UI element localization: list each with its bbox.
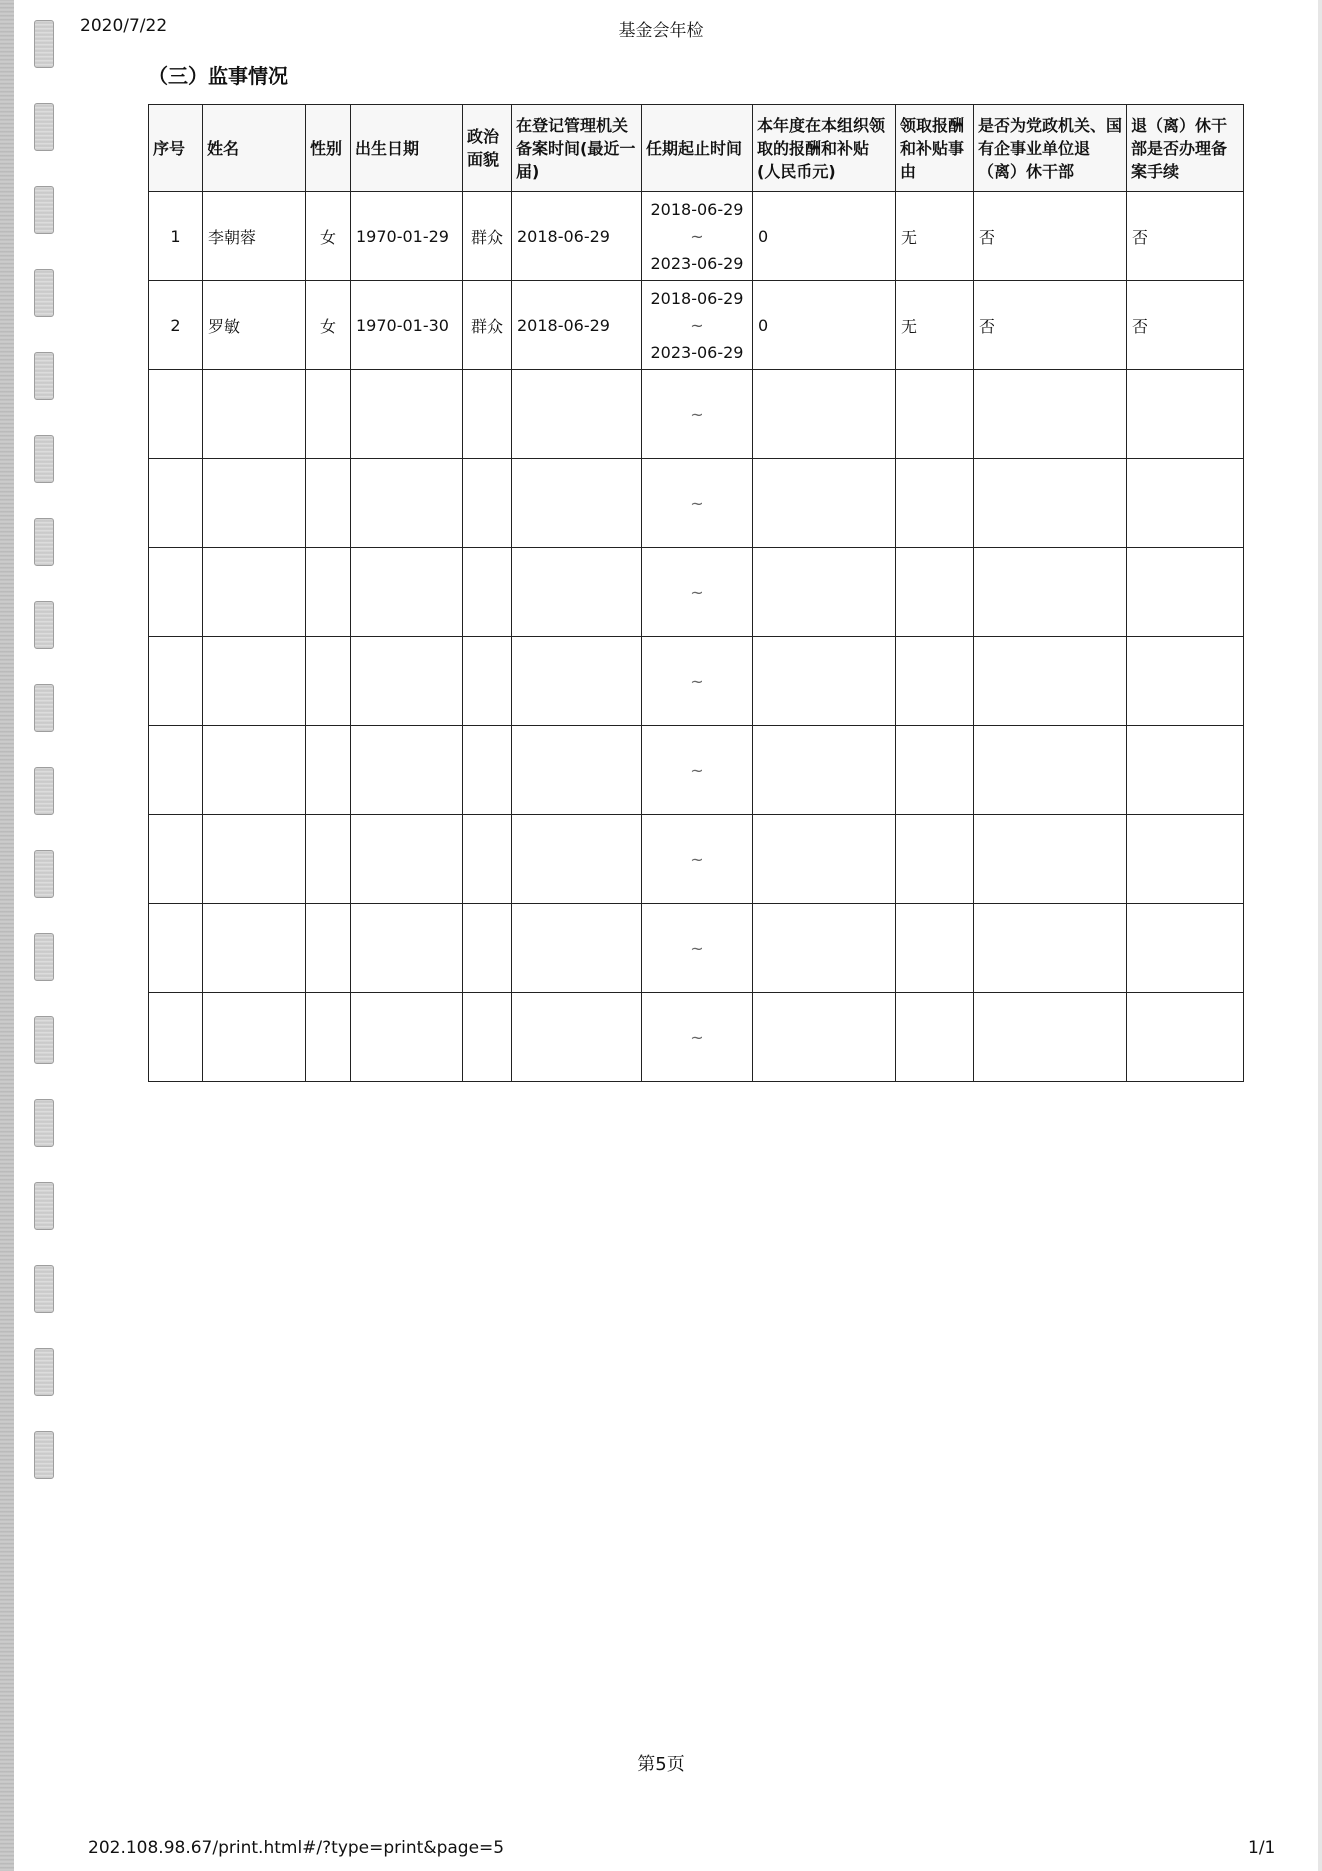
- empty-cell: [149, 993, 203, 1082]
- empty-cell: [642, 459, 753, 548]
- binding-hole: [34, 1016, 54, 1064]
- empty-cell: [642, 548, 753, 637]
- col-header-reason: 领取报酬和补贴事由: [896, 105, 974, 192]
- empty-cell: [642, 370, 753, 459]
- cell-filed: 2018-06-29: [512, 281, 642, 370]
- empty-cell: [306, 815, 351, 904]
- table-row: [149, 192, 1244, 281]
- empty-row: [149, 637, 1244, 726]
- empty-cell: [1127, 815, 1244, 904]
- empty-cell: [463, 904, 512, 993]
- empty-cell: [1127, 904, 1244, 993]
- col-header-political: 政治面貌: [463, 105, 512, 192]
- empty-cell: [974, 904, 1127, 993]
- empty-cell: [512, 904, 642, 993]
- term-end: 2023-06-29: [650, 342, 744, 362]
- empty-cell: [306, 726, 351, 815]
- binding-hole: [34, 1431, 54, 1479]
- empty-cell: [512, 637, 642, 726]
- term-separator: ~: [690, 671, 704, 691]
- term-separator: ~: [690, 849, 704, 869]
- empty-cell: [203, 726, 306, 815]
- col-header-retired: 是否为党政机关、国有企事业单位退（离）休干部: [974, 105, 1127, 192]
- empty-cell: [463, 637, 512, 726]
- empty-cell: [974, 815, 1127, 904]
- empty-rows: [149, 370, 1244, 1082]
- cell-political: 群众: [463, 281, 512, 370]
- binding-hole: [34, 352, 54, 400]
- empty-cell: [149, 637, 203, 726]
- empty-cell: [203, 993, 306, 1082]
- empty-cell: [753, 548, 896, 637]
- empty-cell: [642, 726, 753, 815]
- term-separator: ~: [690, 1027, 704, 1047]
- col-header-pay: 本年度在本组织领取的报酬和补贴(人民币元): [753, 105, 896, 192]
- cell-retired: 否: [974, 281, 1127, 370]
- page-number: 第5页: [637, 1754, 685, 1775]
- table-header-row: [149, 105, 1244, 192]
- empty-cell: [974, 370, 1127, 459]
- empty-cell: [306, 548, 351, 637]
- print-url: 202.108.98.67/print.html#/?type=print&page=5: [88, 1838, 505, 1858]
- print-header-title: 基金会年检: [618, 21, 704, 41]
- scan-left-strip: [0, 0, 14, 1871]
- binding-hole: [34, 684, 54, 732]
- binding-hole: [34, 933, 54, 981]
- empty-cell: [974, 637, 1127, 726]
- empty-cell: [642, 637, 753, 726]
- empty-cell: [896, 370, 974, 459]
- binding-hole: [34, 850, 54, 898]
- empty-row: [149, 459, 1244, 548]
- empty-cell: [306, 637, 351, 726]
- empty-cell: [896, 993, 974, 1082]
- empty-cell: [351, 993, 463, 1082]
- term-end: 2023-06-29: [650, 253, 744, 273]
- empty-cell: [974, 548, 1127, 637]
- empty-cell: [642, 993, 753, 1082]
- cell-gender: 女: [306, 192, 351, 281]
- empty-cell: [896, 815, 974, 904]
- cell-filing-done: 否: [1127, 281, 1244, 370]
- binding-hole: [34, 435, 54, 483]
- empty-cell: [512, 370, 642, 459]
- binding-hole: [34, 103, 54, 151]
- empty-cell: [351, 815, 463, 904]
- empty-cell: [149, 459, 203, 548]
- cell-retired: 否: [974, 192, 1127, 281]
- cell-birth: 1970-01-30: [351, 281, 463, 370]
- table-row: [149, 281, 1244, 370]
- cell-index: 1: [149, 192, 203, 281]
- empty-cell: [1127, 370, 1244, 459]
- empty-cell: [1127, 548, 1244, 637]
- empty-cell: [896, 548, 974, 637]
- empty-cell: [351, 637, 463, 726]
- empty-cell: [753, 637, 896, 726]
- empty-row: [149, 815, 1244, 904]
- empty-cell: [512, 459, 642, 548]
- empty-cell: [149, 548, 203, 637]
- term-separator: ~: [690, 760, 704, 780]
- cell-name: 罗敏: [203, 281, 306, 370]
- empty-cell: [974, 726, 1127, 815]
- binding-hole: [34, 1099, 54, 1147]
- section-title: （三）监事情况: [148, 64, 288, 88]
- empty-cell: [753, 726, 896, 815]
- empty-cell: [1127, 637, 1244, 726]
- empty-cell: [753, 459, 896, 548]
- binding-hole: [34, 186, 54, 234]
- empty-cell: [351, 726, 463, 815]
- empty-cell: [1127, 993, 1244, 1082]
- col-header-filed: 在登记管理机关备案时间(最近一届): [512, 105, 642, 192]
- cell-gender: 女: [306, 281, 351, 370]
- col-header-name: 姓名: [203, 105, 306, 192]
- empty-cell: [351, 370, 463, 459]
- empty-cell: [463, 548, 512, 637]
- supervisors-table: [148, 104, 1244, 1082]
- cell-index: 2: [149, 281, 203, 370]
- cell-political: 群众: [463, 192, 512, 281]
- binding-hole: [34, 1265, 54, 1313]
- cell-filed: 2018-06-29: [512, 192, 642, 281]
- binding-hole: [34, 767, 54, 815]
- empty-row: [149, 548, 1244, 637]
- binding-hole: [34, 269, 54, 317]
- term-separator: ~: [690, 404, 704, 424]
- empty-cell: [512, 548, 642, 637]
- empty-cell: [753, 993, 896, 1082]
- term-start: 2018-06-29: [650, 199, 744, 219]
- empty-cell: [974, 459, 1127, 548]
- empty-cell: [753, 815, 896, 904]
- binding-hole: [34, 1182, 54, 1230]
- print-date: 2020/7/22: [80, 16, 168, 36]
- empty-cell: [1127, 726, 1244, 815]
- empty-cell: [463, 459, 512, 548]
- empty-row: [149, 726, 1244, 815]
- binding-hole: [34, 601, 54, 649]
- empty-cell: [512, 993, 642, 1082]
- col-header-index: 序号: [149, 105, 203, 192]
- empty-cell: [896, 904, 974, 993]
- empty-cell: [512, 726, 642, 815]
- empty-cell: [753, 904, 896, 993]
- empty-row: [149, 904, 1244, 993]
- cell-reason: 无: [896, 281, 974, 370]
- term-separator: ~: [690, 582, 704, 602]
- scan-right-edge: [1318, 0, 1322, 1871]
- empty-cell: [463, 370, 512, 459]
- empty-cell: [203, 815, 306, 904]
- empty-cell: [203, 904, 306, 993]
- empty-cell: [149, 370, 203, 459]
- empty-cell: [149, 726, 203, 815]
- term-start: 2018-06-29: [650, 288, 744, 308]
- empty-cell: [896, 726, 974, 815]
- empty-cell: [306, 370, 351, 459]
- empty-cell: [306, 904, 351, 993]
- page-count: 1/1: [1248, 1838, 1276, 1858]
- empty-cell: [642, 904, 753, 993]
- empty-cell: [512, 815, 642, 904]
- term-separator: ~: [690, 315, 704, 335]
- empty-cell: [463, 726, 512, 815]
- empty-cell: [642, 815, 753, 904]
- col-header-birth: 出生日期: [351, 105, 463, 192]
- binding-hole: [34, 518, 54, 566]
- term-separator: ~: [690, 938, 704, 958]
- empty-cell: [1127, 459, 1244, 548]
- empty-cell: [974, 993, 1127, 1082]
- empty-cell: [306, 459, 351, 548]
- empty-cell: [149, 815, 203, 904]
- term-separator: ~: [690, 493, 704, 513]
- empty-cell: [203, 459, 306, 548]
- cell-filing-done: 否: [1127, 192, 1244, 281]
- empty-row: [149, 370, 1244, 459]
- binding-holes: [34, 0, 54, 1871]
- binding-hole: [34, 1348, 54, 1396]
- cell-term: [642, 192, 753, 281]
- empty-cell: [896, 459, 974, 548]
- empty-cell: [463, 993, 512, 1082]
- col-header-term: 任期起止时间: [642, 105, 753, 192]
- empty-cell: [203, 370, 306, 459]
- cell-name: 李朝蓉: [203, 192, 306, 281]
- cell-pay: 0: [753, 192, 896, 281]
- cell-reason: 无: [896, 192, 974, 281]
- empty-cell: [306, 993, 351, 1082]
- empty-cell: [463, 815, 512, 904]
- term-separator: ~: [690, 226, 704, 246]
- col-header-filing: 退（离）休干部是否办理备案手续: [1127, 105, 1244, 192]
- empty-cell: [351, 548, 463, 637]
- col-header-gender: 性别: [306, 105, 351, 192]
- empty-cell: [203, 548, 306, 637]
- empty-row: [149, 993, 1244, 1082]
- empty-cell: [351, 459, 463, 548]
- empty-cell: [753, 370, 896, 459]
- empty-cell: [149, 904, 203, 993]
- empty-cell: [351, 904, 463, 993]
- cell-birth: 1970-01-29: [351, 192, 463, 281]
- empty-cell: [203, 637, 306, 726]
- cell-pay: 0: [753, 281, 896, 370]
- cell-term: [642, 281, 753, 370]
- empty-cell: [896, 637, 974, 726]
